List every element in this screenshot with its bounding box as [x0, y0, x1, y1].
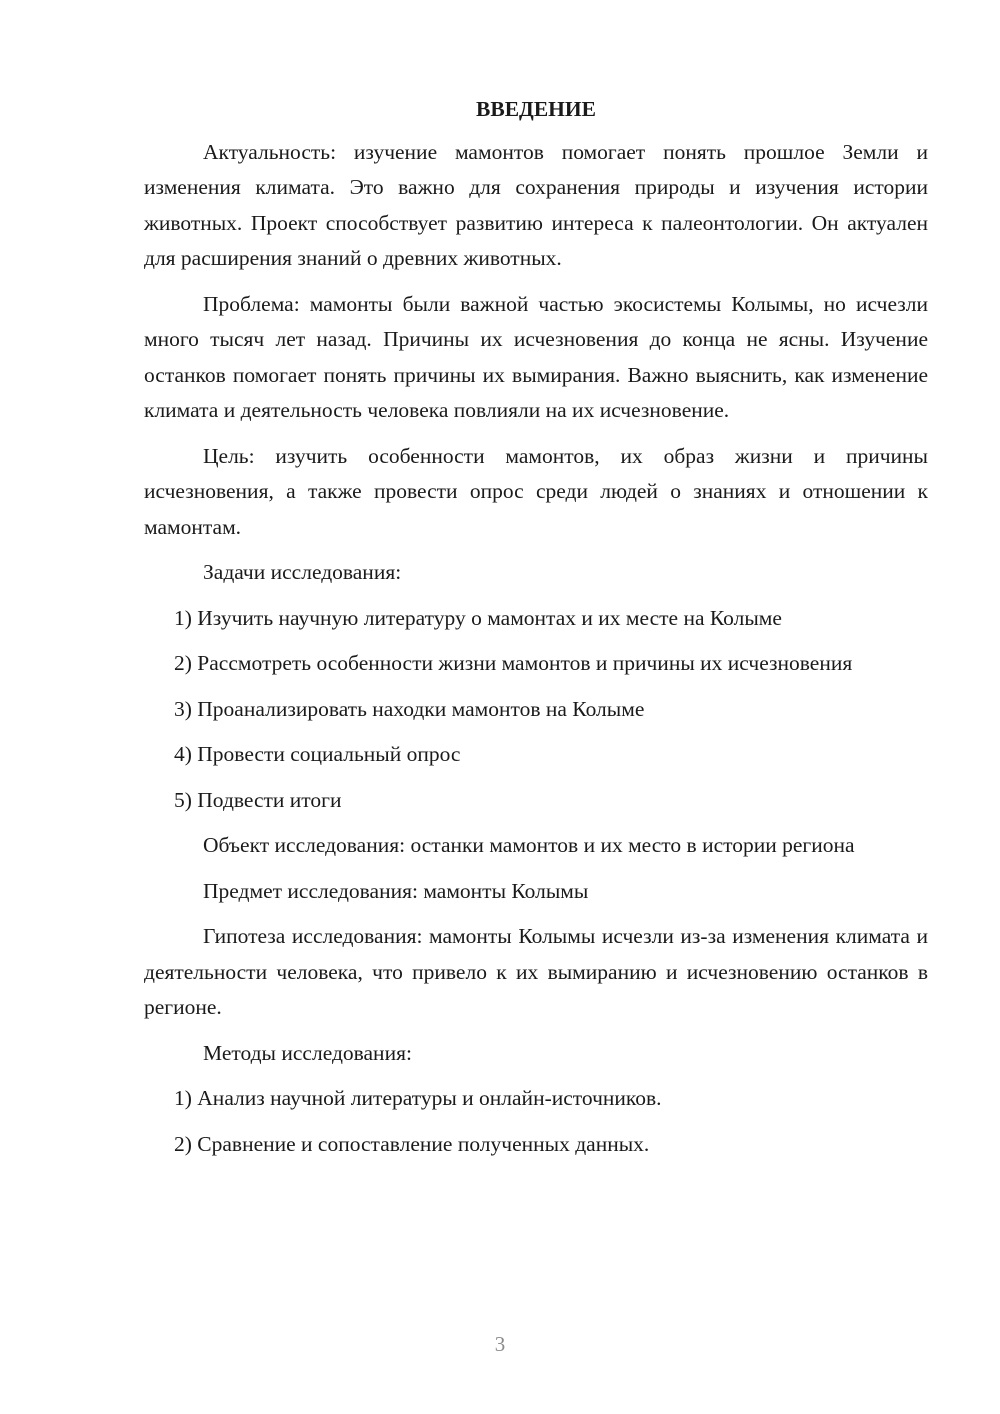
- paragraph-goal: Цель: изучить особенности мамонтов, их образ жизни и причины исчезновения, а также провести опрос среди людей о знаниях и отношении к мамонтам.: [144, 443, 928, 539]
- page-number: 3: [494, 1332, 506, 1356]
- task-item-5: 5) Подвести итоги: [174, 787, 342, 812]
- task-item-4: 4) Провести социальный опрос: [174, 742, 461, 766]
- paragraph-relevance: Актуальность: изучение мамонтов помогает понять прошлое Земли и изменения климата. Это важно для сохранения природы и изучения истории животных. Проект способствует развитию интереса к палеонтологии. Он актуален для расширения знаний о древних животных.: [144, 139, 928, 270]
- task-item-1: 1) Изучить научную литературу о мамонтах и их месте на Колыме: [174, 605, 782, 630]
- paragraph-hypothesis: Гипотеза исследования: мамонты Колымы исчезли из-за изменения климата и деятельности человека, что привело к их вымиранию и исчезновению останков в регионе.: [144, 924, 928, 1019]
- tasks-heading: Задачи исследования:: [203, 560, 402, 584]
- method-item-1: 1) Анализ научной литературы и онлайн-источников.: [174, 1086, 662, 1110]
- section-title: ВВЕДЕНИЕ: [476, 97, 596, 121]
- methods-heading: Методы исследования:: [203, 1040, 412, 1065]
- paragraph-problem: Проблема: мамонты были важной частью экосистемы Колымы, но исчезли много тысяч лет назад. Причины их исчезновения до конца не ясны. Изучение останков помогает понять причины их вымирания. Важно выяснить, как изменение климата и деятельность человека повлияли на их исчезновение.: [144, 291, 928, 422]
- paragraph-object: Объект исследования: останки мамонтов и их место в истории региона: [203, 833, 855, 857]
- task-item-2: 2) Рассмотреть особенности жизни мамонтов и причины их исчезновения: [174, 651, 853, 675]
- method-item-2: 2) Сравнение и сопоставление полученных данных.: [174, 1131, 650, 1156]
- paragraph-subject: Предмет исследования: мамонты Колымы: [203, 878, 589, 903]
- task-item-3: 3) Проанализировать находки мамонтов на Колыме: [174, 696, 645, 721]
- document-page: [144, 92, 928, 1172]
